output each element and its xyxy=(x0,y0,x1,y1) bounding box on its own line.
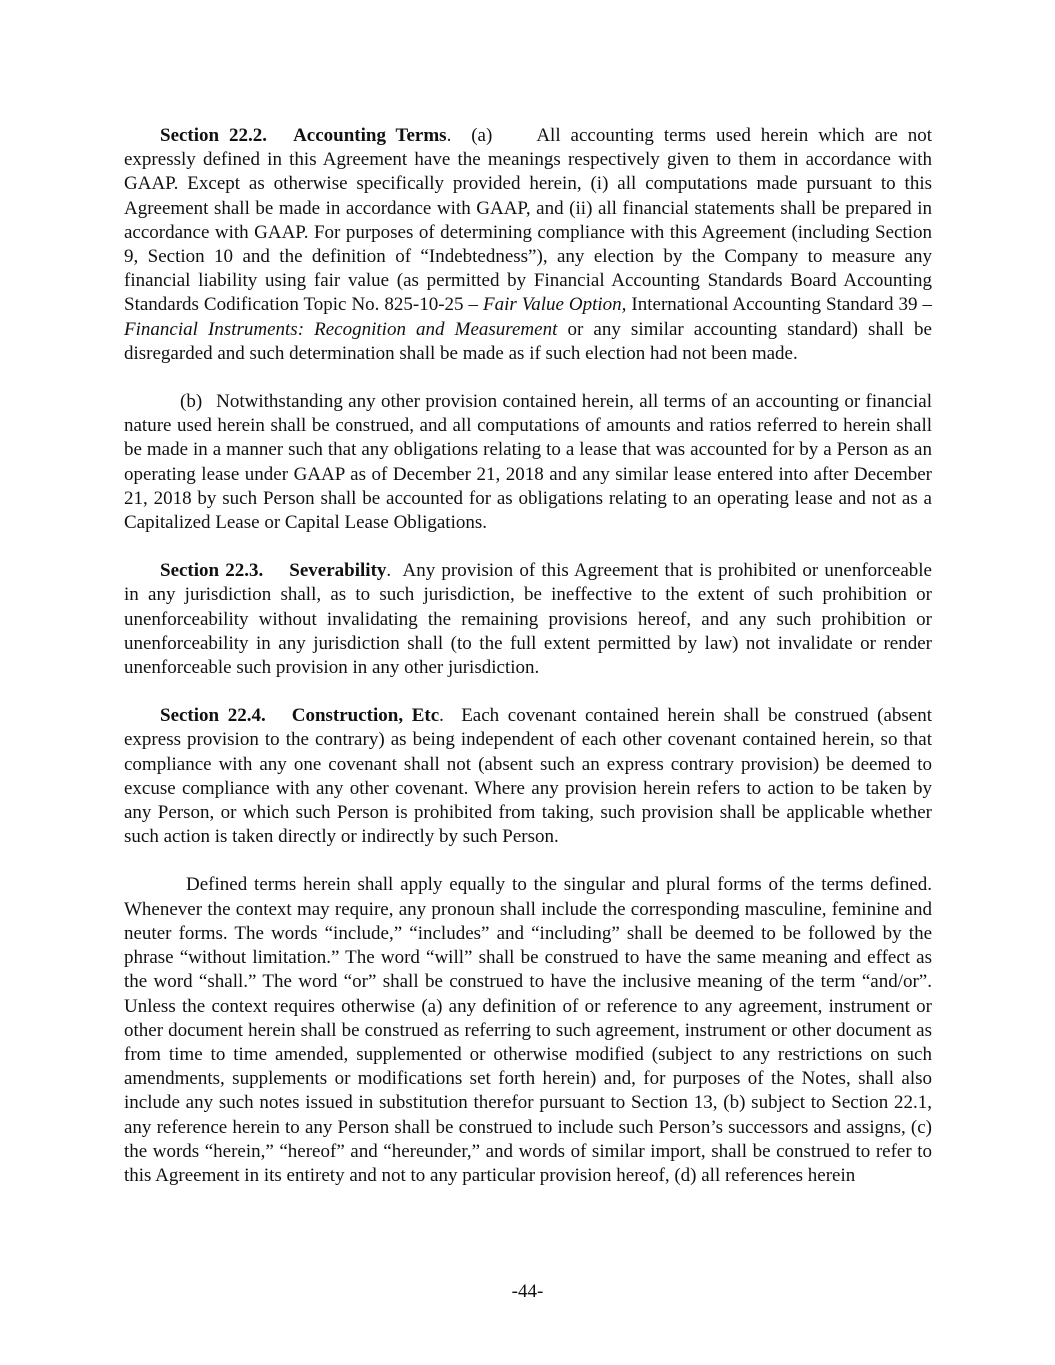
document-page xyxy=(124,124,932,1188)
italic-term: Financial Instruments: Recognition and Measurement xyxy=(124,318,558,340)
section-number: Section 22.4. xyxy=(160,705,266,727)
section-text: Notwithstanding any other provision contained herein, all terms of an accounting or financial nature used herein shall be construed, and all computations of amounts and ratios referred to herein shall be made in a manner such that any obligations relating to a lease that was accounted for by a Person as an operating lease under GAAP as of December 21, 2018 and any similar lease entered into after December 21, 2018 by such Person shall be accounted for as obligations relating to an operating lease and not as a Capitalized Lease or Capital Lease Obligations. xyxy=(124,391,932,534)
page-number: -44- xyxy=(511,1281,544,1302)
section-title: Severability xyxy=(289,560,387,582)
section-22-3-paragraph: Section 22.3. Severability. Any provision of this Agreement that is prohibited or unenforceable in any jurisdiction shall, as to such jurisdiction, be ineffective to the extent of such prohibition or unenforceability without invalidating the remaining provisions hereof, and any such prohibition or unenforceability in any jurisdiction shall (to the full extent permitted by law) not invalidate or render unenforceable such provision in any other jurisdiction. xyxy=(124,560,932,679)
defined-terms-paragraph xyxy=(124,873,932,1188)
section-number: Section 22.3. xyxy=(160,560,264,582)
section-22-4-paragraph: Section 22.4. Construction, Etc. Each covenant contained herein shall be construed (absent express provision to the contrary) as being independent of each other covenant contained herein, so that compliance with any one covenant shall not (absent such an express contrary provision) be deemed to excuse compliance with any other covenant. Where any provision herein refers to action to be taken by any Person, or which such Person is prohibited from taking, such provision shall be applicable whether such action is taken directly or indirectly by such Person. xyxy=(124,705,933,848)
section-number: Section 22.2. xyxy=(160,125,268,146)
subsection-label: (b) xyxy=(180,391,203,413)
section-text: All accounting terms used herein which are not expressly defined in this Agreement have the meanings respectively given to them in accordance with GAAP. Except as otherwise specifically provided herein, (i) all computations made pursuant to this Agreement shall be made in accordance with GAAP, and (ii) all financial statements shall be prepared in accordance with GAAP. For purposes of determining compliance with this Agreement (including Section 9, Section 10 and the definition of “Indebtedness”), any election by the Company to measure any financial liability using fair value (as permitted by Financial Accounting Standards Board Accounting Standards Codification Topic No. 825-10-25 – xyxy=(124,125,933,316)
italic-term: Fair Value Option, xyxy=(482,294,627,316)
section-text: Any provision of this Agreement that is prohibited or unenforceable in any jurisdiction shall, as to such jurisdiction, be ineffective to the extent of such prohibition or unenforceability without invalidating the remaining provisions hereof, and any such prohibition or unenforceability in any jurisdiction shall (to the full extent permitted by law) not invalidate or render unenforceable such provision in any other jurisdiction. xyxy=(124,560,932,679)
section-text: Each covenant contained herein shall be construed (absent express provision to the contrary) as being independent of each other covenant contained herein, so that compliance with any one covenant shall not (absent such an express contrary provision) be deemed to excuse compliance with any other covenant. Where any provision herein refers to action to be taken by any Person, or which such Person is prohibited from taking, such provision shall be applicable whether such action is taken directly or indirectly by such Person. xyxy=(124,705,933,848)
section-22-2-paragraph-a: Section 22.2. Accounting Terms. (a) All accounting terms used herein which are not expressly defined in this Agreement have the meanings respectively given to them in accordance with GAAP. Except as otherwise specifically provided herein, (i) all computations made pursuant to this Agreement shall be made in accordance with GAAP, and (ii) all financial statements shall be prepared in accordance with GAAP. For purposes of determining compliance with this Agreement (including Section 9, Section 10 and the definition of “Indebtedness”), any election by the Company to measure any financial liability using fair value (as permitted by Financial Accounting Standards Board Accounting Standards Codification Topic No. 825-10-25 – Fair Value Option, International Accounting Standard 39 – Financial Instruments: Recognition and Measurement or any similar accounting standard) shall be disregarded and such determination shall be made as if such election had not been made. xyxy=(124,125,933,364)
section-22-2-paragraph-b xyxy=(124,390,932,535)
section-title: Accounting Terms xyxy=(293,125,447,146)
section-title: Construction, Etc xyxy=(291,705,440,727)
section-text: Defined terms herein shall apply equally to the singular and plural forms of the terms defined. Whenever the context may require, any pronoun shall include the corresponding masculine, feminine and neuter forms. The words “include,” “includes” and “including” shall be deemed to be followed by the phrase “without limitation.” The word “will” shall be construed to have the same meaning and effect as the word “shall.” The word “or” shall be construed to have the inclusive meaning of the term “and/or”. Unless the context requires otherwise (a) any definition of or reference to any agreement, instrument or other document herein shall be construed as referring to such agreement, instrument or other document as from time to time amended, supplemented or otherwise modified (subject to any restrictions on such amendments, supplements or modifications set forth herein) and, for purposes of the Notes, shall also include any such notes issued in substitution therefor pursuant to Section 13, (b) subject to Section 22.1, any reference herein to any Person shall be construed to include such Person’s successors and assigns, (c) the words “herein,” “hereof” and “hereunder,” and words of similar import, shall be construed to refer to this Agreement in its entirety and not to any particular provision hereof, (d) all references herein xyxy=(124,874,932,1186)
subsection-label: (a) xyxy=(471,125,493,146)
